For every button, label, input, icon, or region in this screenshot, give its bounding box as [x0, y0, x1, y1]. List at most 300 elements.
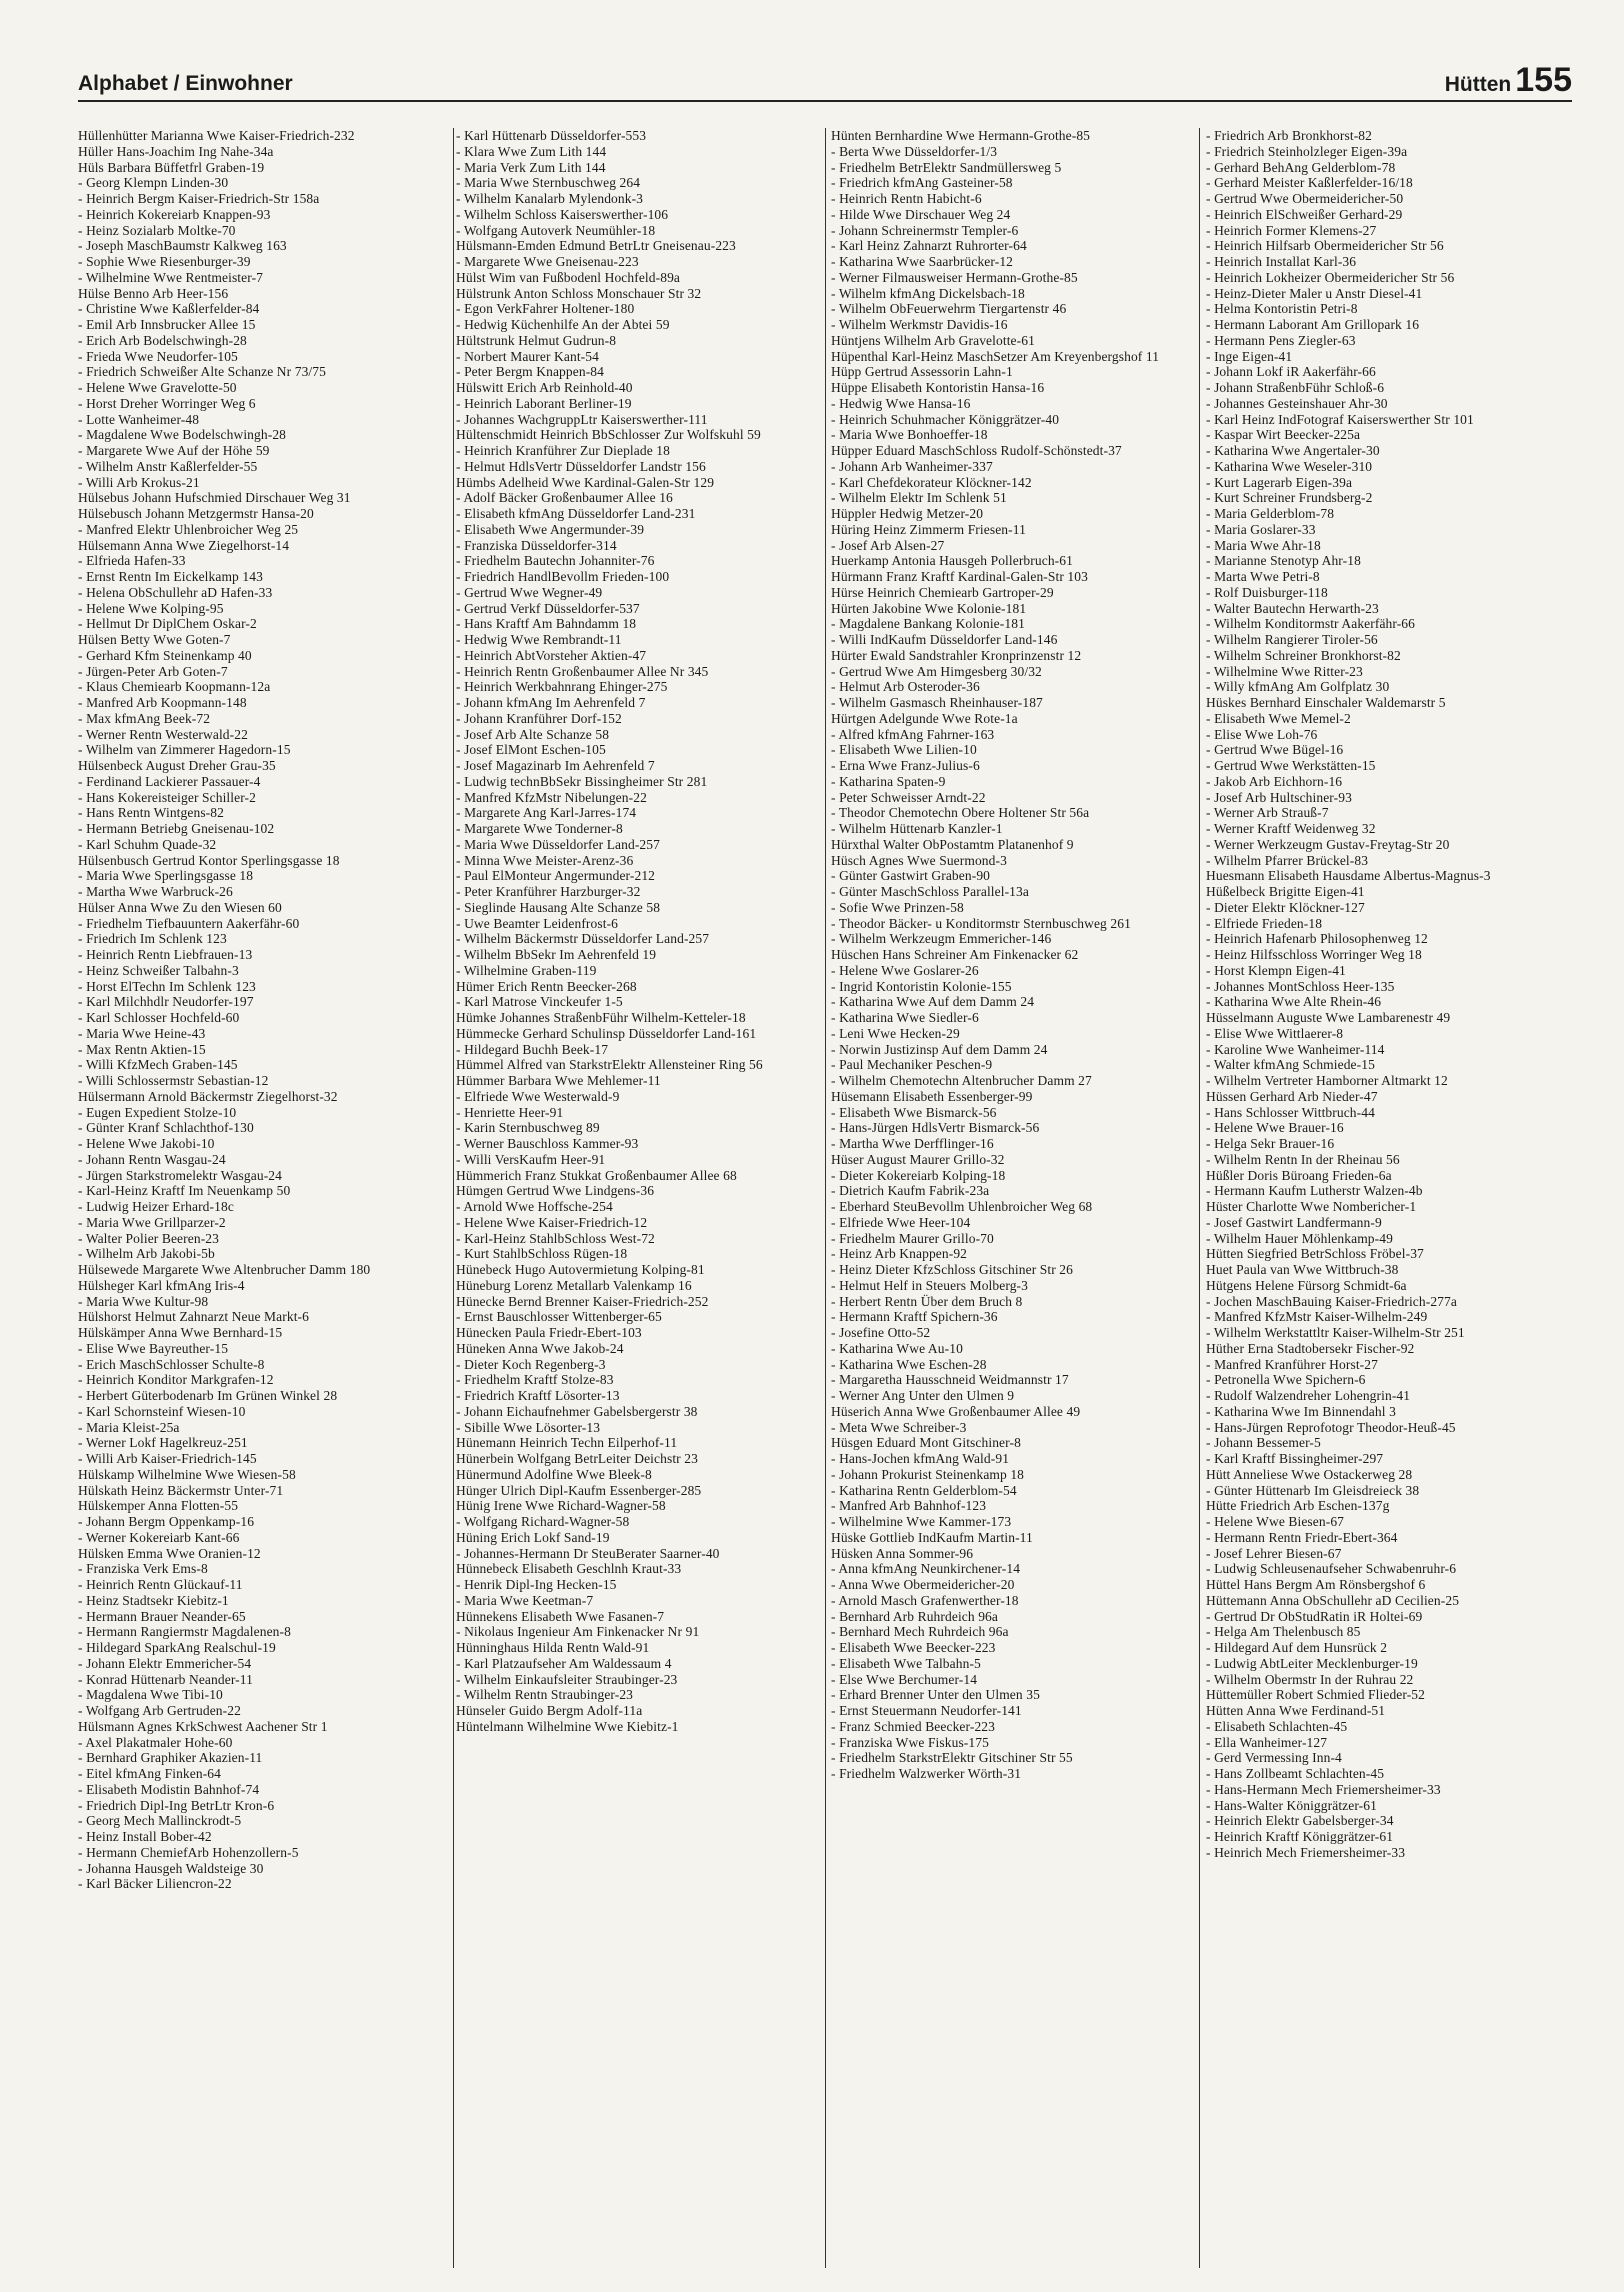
directory-entry: Huerkamp Antonia Hausgeh Pollerbruch-61 [831, 553, 1073, 569]
directory-entry: - Eberhard SteuBevollm Uhlenbroicher Weg 68 [831, 1199, 1093, 1214]
directory-entry: Hütt Anneliese Wwe Ostackerweg 28 [1206, 1466, 1413, 1482]
directory-entry: - Helene Wwe Kolping-95 [78, 600, 224, 616]
directory-entry: - Johann Bergm Oppenkamp-16 [78, 1514, 255, 1529]
directory-entry: - Heinrich Kokereiarb Knappen-93 [78, 206, 271, 222]
directory-entry: - Elisabeth Wwe Bismarck-56 [831, 1104, 997, 1120]
directory-entry: - Konrad Hüttenarb Neander-11 [78, 1671, 253, 1687]
directory-entry: - Wilhelmine Wwe Rentmeister-7 [78, 269, 264, 285]
directory-entry: - Jochen MaschBauing Kaiser-Friedrich-277a [1206, 1293, 1457, 1309]
guide-word: Hütten [1444, 73, 1512, 96]
directory-entry: Hünnebeck Elisabeth Geschlnh Kraut-33 [456, 1561, 682, 1577]
directory-entry: - Frieda Wwe Neudorfer-105 [78, 348, 238, 364]
directory-entry: - Helene Wwe Biesen-67 [1206, 1514, 1345, 1529]
directory-entry: - Horst Klempn Eigen-41 [1206, 962, 1346, 978]
directory-entry: - Johannes-Hermann Dr SteuBerater Saarner-40 [456, 1545, 720, 1561]
directory-entry: - Wilhelm Chemotechn Altenbrucher Damm 27 [831, 1073, 1092, 1088]
directory-entry: - Heinrich Hilfsarb Obermeidericher Str 56 [1206, 238, 1444, 254]
directory-entry: - Eugen Expedient Stolze-10 [78, 1104, 237, 1120]
directory-entry: - Heinz Hilfsschloss Worringer Weg 18 [1206, 947, 1422, 962]
directory-entry: Hüneken Anna Wwe Jakob-24 [456, 1340, 624, 1356]
directory-entry: Hünnekens Elisabeth Wwe Fasanen-7 [456, 1608, 665, 1624]
directory-entry: - Johanna Hausgeh Waldsteige 30 [78, 1860, 264, 1876]
directory-entry: - Johann Rentn Wasgau-24 [78, 1151, 226, 1167]
directory-entry: - Wilhelm Werkmstr Davidis-16 [831, 317, 1008, 332]
directory-entry: - Elfriede Wwe Westerwald-9 [456, 1088, 620, 1104]
directory-entry: - Magdalene Wwe Bodelschwingh-28 [78, 427, 287, 443]
directory-entry: - Friedrich Kraftf Lösorter-13 [456, 1388, 620, 1403]
directory-entry: Hülshorst Helmut Zahnarzt Neue Markt-6 [78, 1309, 309, 1325]
directory-entry: - Rudolf Walzendreher Lohengrin-41 [1206, 1388, 1411, 1403]
directory-entry: - Hermann Rangiermstr Magdalenen-8 [78, 1624, 291, 1640]
directory-entry: - Willi Schlossermstr Sebastian-12 [78, 1073, 269, 1088]
directory-entry: Hülskämper Anna Wwe Bernhard-15 [78, 1325, 283, 1340]
directory-entry: Huet Paula van Wwe Wittbruch-38 [1206, 1262, 1399, 1277]
directory-entry: - Sophie Wwe Riesenburger-39 [78, 254, 251, 269]
directory-entry: Hüßelbeck Brigitte Eigen-41 [1206, 884, 1365, 899]
directory-entry: - Hildegard Auf dem Hunsrück 2 [1206, 1640, 1388, 1655]
directory-entry: - Willi VersKaufm Heer-91 [456, 1151, 606, 1167]
directory-entry: - Sofie Wwe Prinzen-58 [831, 899, 964, 915]
directory-entry: - Maria Wwe Sternbuschweg 264 [456, 175, 641, 191]
directory-entry: - Josef ElMont Eschen-105 [456, 742, 606, 758]
directory-entry: - Ludwig Schleusenaufseher Schwabenruhr-6 [1206, 1561, 1457, 1577]
directory-entry: - Maria Wwe Bonhoeffer-18 [831, 427, 988, 443]
directory-entry: - Wilhelmine Wwe Kammer-173 [831, 1514, 1012, 1529]
directory-entry: - Heinrich Rentn Großenbaumer Allee Nr 345 [456, 663, 709, 679]
directory-entry: - Karl Heinz IndFotograf Kaiserswerther Str 101 [1206, 411, 1474, 427]
directory-entry: - Manfred Arb Bahnhof-123 [831, 1498, 987, 1514]
directory-entry: - Heinrich Rentn Habicht-6 [831, 191, 982, 206]
directory-entry: - Katharina Spaten-9 [831, 773, 946, 789]
directory-entry: Hülskamp Wilhelmine Wwe Wiesen-58 [78, 1466, 296, 1482]
directory-entry: - Werner Kraftf Weidenweg 32 [1206, 821, 1376, 836]
directory-entry: - Heinrich Installat Karl-36 [1206, 254, 1357, 269]
directory-entry: - Günter Kranf Schlachthof-130 [78, 1120, 254, 1136]
directory-entry: - Franziska Düsseldorfer-314 [456, 537, 617, 553]
directory-entry: - Gertrud Wwe Am Himgesberg 30/32 [831, 663, 1042, 679]
directory-entry: Hüttel Hans Bergm Am Rönsbergshof 6 [1206, 1577, 1426, 1592]
directory-entry: - Katharina Wwe Au-10 [831, 1340, 963, 1356]
directory-entry: - Johann Prokurist Steinenkamp 18 [831, 1466, 1025, 1482]
directory-entry: - Josef Gastwirt Landfermann-9 [1206, 1214, 1382, 1230]
directory-entry: - Gertrud Wwe Wegner-49 [456, 584, 603, 600]
directory-entry: - Maria Wwe Ahr-18 [1206, 537, 1321, 553]
directory-entry: - Kaspar Wirt Beecker-225a [1206, 427, 1361, 443]
directory-entry: Hüßler Doris Büroang Frieden-6a [1206, 1167, 1392, 1183]
directory-entry: - Ludwig Heizer Erhard-18c [78, 1199, 234, 1214]
directory-entry: - Heinrich ElSchweißer Gerhard-29 [1206, 206, 1403, 222]
directory-entry: Hüntjens Wilhelm Arb Gravelotte-61 [831, 332, 1035, 348]
directory-entry: Hümmer Barbara Wwe Mehlemer-11 [456, 1073, 661, 1088]
directory-entry: Hünerbein Wolfgang BetrLeiter Deichstr 23 [456, 1451, 698, 1466]
directory-entry: - Günter Gastwirt Graben-90 [831, 868, 991, 884]
directory-entry: - Johannes Gesteinshauer Ahr-30 [1206, 395, 1388, 411]
directory-entry: Hülstrunk Anton Schloss Monschauer Str 32 [456, 285, 702, 301]
directory-entry: - Helma Kontoristin Petri-8 [1206, 301, 1358, 317]
header-rule [78, 100, 1572, 102]
directory-entry: - Paul Mechaniker Peschen-9 [831, 1057, 993, 1073]
directory-entry: Hütte Friedrich Arb Eschen-137g [1206, 1498, 1390, 1514]
directory-entry: - Karl Matrose Vinckeufer 1-5 [456, 994, 623, 1010]
directory-entry: - Karl Milchhdlr Neudorfer-197 [78, 994, 254, 1010]
directory-entry: - Elisabeth Wwe Memel-2 [1206, 710, 1351, 726]
directory-entry: Hüttemüller Robert Schmied Flieder-52 [1206, 1687, 1426, 1703]
directory-entry: - Hermann Laborant Am Grillopark 16 [1206, 317, 1420, 332]
directory-entry: - Maria Wwe Grillparzer-2 [78, 1214, 226, 1230]
directory-entry: - Manfred Elektr Uhlenbroicher Weg 25 [78, 521, 299, 537]
directory-entry: - Elisabeth Wwe Lilien-10 [831, 742, 977, 758]
directory-entry: - Johann Kranführer Dorf-152 [456, 710, 622, 726]
directory-entry: - Wilhelm Schloss Kaiserswerther-106 [456, 206, 669, 222]
directory-entry: - Heinz Install Bober-42 [78, 1829, 212, 1844]
directory-entry: - Margarete Ang Karl-Jarres-174 [456, 805, 637, 821]
directory-entry: - Helena ObSchullehr aD Hafen-33 [78, 584, 273, 600]
directory-entry: - Katharina Wwe Siedler-6 [831, 1010, 979, 1025]
directory-entry: - Karl Platzaufseher Am Waldessaum 4 [456, 1655, 672, 1671]
directory-entry: - Wilhelm Werkzeugm Emmericher-146 [831, 931, 1052, 947]
directory-entry: - Peter Bergm Knappen-84 [456, 364, 604, 380]
directory-entry: - Martha Wwe Derfflinger-16 [831, 1136, 994, 1151]
directory-entry: - Maria Wwe Heine-43 [78, 1025, 206, 1041]
directory-entry: - Peter Schweisser Arndt-22 [831, 789, 986, 805]
directory-entry: - Johannes WachgruppLtr Kaiserswerther-111 [456, 411, 708, 427]
directory-entry: - Werner Kokereiarb Kant-66 [78, 1529, 240, 1545]
directory-entry: - Maria Wwe Kultur-98 [78, 1293, 209, 1309]
directory-entry: Hüntelmann Wilhelmine Wwe Kiebitz-1 [456, 1718, 679, 1734]
directory-entry: - Friedhelm BetrElektr Sandmüllersweg 5 [831, 159, 1062, 175]
directory-entry: - Gertrud Wwe Bügel-16 [1206, 742, 1344, 758]
directory-entry: - Paul ElMonteur Angermunder-212 [456, 868, 656, 884]
directory-entry: - Wilhelm Hüttenarb Kanzler-1 [831, 821, 1003, 836]
directory-entry: - Hermann Kraftf Spichern-36 [831, 1309, 998, 1325]
directory-entry: - Max Rentn Aktien-15 [78, 1041, 206, 1057]
directory-entry: - Heinrich Elektr Gabelsberger-34 [1206, 1813, 1394, 1829]
directory-entry: - Katharina Wwe Weseler-310 [1206, 458, 1373, 474]
directory-entry: - Katharina Wwe Auf dem Damm 24 [831, 994, 1035, 1010]
directory-entry: - Heinz Sozialarb Moltke-70 [78, 222, 236, 238]
directory-entry: - Gerhard Meister Kaßlerfelder-16/18 [1206, 175, 1413, 191]
directory-entry: - Alfred kfmAng Fahrner-163 [831, 726, 995, 742]
directory-entry: - Else Wwe Berchumer-14 [831, 1671, 978, 1687]
directory-entry: Hüppler Hedwig Metzer-20 [831, 506, 984, 521]
directory-entry: - Emil Arb Innsbrucker Allee 15 [78, 317, 256, 332]
directory-entry: - Margaretha Hausschneid Weidmannstr 17 [831, 1372, 1069, 1388]
directory-entry: Hünten Bernhardine Wwe Hermann-Grothe-85 [831, 128, 1091, 143]
directory-entry: - Heinrich Former Klemens-27 [1206, 222, 1377, 238]
directory-entry: - Margarete Wwe Gneisenau-223 [456, 254, 639, 269]
directory-entry: - Maria Wwe Sperlingsgasse 18 [78, 868, 254, 884]
directory-entry: - Margarete Wwe Auf der Höhe 59 [78, 443, 270, 458]
directory-entry: - Walter Polier Beeren-23 [78, 1230, 219, 1246]
directory-entry: - Axel Plakatmaler Hohe-60 [78, 1734, 233, 1750]
directory-entry: - Manfred Arb Koopmann-148 [78, 695, 247, 710]
directory-entry: Hünemann Heinrich Techn Eilperhof-11 [456, 1435, 678, 1451]
directory-entry: - Hermann Rentn Friedr-Ebert-364 [1206, 1529, 1398, 1545]
directory-entry: - Heinrich Konditor Markgrafen-12 [78, 1372, 274, 1388]
directory-entry: - Jürgen-Peter Arb Goten-7 [78, 663, 228, 679]
directory-entry: - Henrik Dipl-Ing Hecken-15 [456, 1577, 617, 1592]
directory-entry: - Katharina Wwe Saarbrücker-12 [831, 254, 1014, 269]
directory-entry: - Heinz-Dieter Maler u Anstr Diesel-41 [1206, 285, 1423, 301]
directory-entry: - Elfriede Frieden-18 [1206, 915, 1323, 931]
directory-entry: - Willi IndKaufm Düsseldorfer Land-146 [831, 632, 1058, 647]
directory-entry: - Johann Bessemer-5 [1206, 1435, 1321, 1451]
directory-entry: - Anna Wwe Obermeidericher-20 [831, 1577, 1015, 1592]
directory-entry: - Hildegard Buchh Beek-17 [456, 1041, 609, 1057]
directory-entry: Hüster Charlotte Wwe Nombericher-1 [1206, 1199, 1417, 1214]
directory-entry: - Herbert Güterbodenarb Im Grünen Winkel 28 [78, 1388, 338, 1403]
directory-entry: - Dietrich Kaufm Fabrik-23a [831, 1183, 990, 1199]
directory-entry: - Werner Bauschloss Kammer-93 [456, 1136, 639, 1151]
directory-entry: - Ernst Steuermann Neudorfer-141 [831, 1703, 1022, 1718]
directory-entry: Hürter Ewald Sandstrahler Kronprinzenstr 12 [831, 647, 1082, 663]
directory-entry: Hürten Jakobine Wwe Kolonie-181 [831, 600, 1027, 616]
directory-entry: - Wilhelmine Wwe Ritter-23 [1206, 663, 1363, 679]
directory-entry: Hünig Irene Wwe Richard-Wagner-58 [456, 1498, 666, 1514]
directory-entry: Hünseler Guido Bergm Adolf-11a [456, 1703, 643, 1718]
directory-entry: - Helene Wwe Goslarer-26 [831, 962, 979, 978]
directory-entry: Hüske Gottlieb IndKaufm Martin-11 [831, 1529, 1033, 1545]
directory-entry: - Egon VerkFahrer Holtener-180 [456, 301, 635, 317]
directory-entry: - Wilhelm Vertreter Hamborner Altmarkt 12 [1206, 1073, 1448, 1088]
directory-entry: - Hans Schlosser Wittbruch-44 [1206, 1104, 1375, 1120]
directory-entry: - Wilhelm Einkaufsleiter Straubinger-23 [456, 1671, 678, 1687]
directory-entry: Hüls Barbara Büffetfrl Graben-19 [78, 159, 265, 175]
directory-entry: - Hans Kraftf Am Bahndamm 18 [456, 616, 637, 632]
directory-entry: - Sieglinde Hausang Alte Schanze 58 [456, 899, 661, 915]
directory-entry: Hünebeck Hugo Autovermietung Kolping-81 [456, 1262, 705, 1277]
directory-entry: - Karl Kraftf Bissingheimer-297 [1206, 1451, 1384, 1466]
directory-entry: - Hedwig Wwe Hansa-16 [831, 395, 971, 411]
directory-entry: - Christine Wwe Kaßlerfelder-84 [78, 301, 260, 317]
directory-entry: Hümmerich Franz Stukkat Großenbaumer Allee 68 [456, 1167, 737, 1183]
directory-entry: - Lotte Wanheimer-48 [78, 411, 200, 427]
directory-entry: - Arnold Wwe Hoffsche-254 [456, 1199, 613, 1214]
directory-entry: - Hellmut Dr DiplChem Oskar-2 [78, 616, 257, 632]
directory-entry: Hülsmann Agnes KrkSchwest Aachener Str 1 [78, 1718, 328, 1734]
directory-entry: - Katharina Wwe Im Binnendahl 3 [1206, 1403, 1396, 1419]
directory-entry: - Johann Elektr Emmericher-54 [78, 1655, 252, 1671]
directory-entry: Hünecken Paula Friedr-Ebert-103 [456, 1325, 642, 1340]
directory-entry: - Heinz Dieter KfzSchloss Gitschiner Str 26 [831, 1262, 1073, 1277]
directory-entry: Hülsen Betty Wwe Goten-7 [78, 632, 231, 647]
directory-entry: - Theodor Chemotechn Obere Holtener Str 56a [831, 805, 1090, 821]
directory-entry: - Karl Schlosser Hochfeld-60 [78, 1010, 240, 1025]
directory-entry: - Wolfgang Arb Gertruden-22 [78, 1703, 241, 1718]
directory-entry: Hülskemper Anna Flotten-55 [78, 1498, 239, 1514]
directory-entry: - Sibille Wwe Lösorter-13 [456, 1419, 601, 1435]
directory-entry: - Helga Am Thelenbusch 85 [1206, 1624, 1361, 1640]
directory-entry: - Elise Wwe Loh-76 [1206, 726, 1318, 742]
directory-entry: - Elisabeth Wwe Talbahn-5 [831, 1655, 981, 1671]
directory-entry: Hütten Siegfried BetrSchloss Fröbel-37 [1206, 1246, 1424, 1262]
directory-entry: Hülsemann Anna Wwe Ziegelhorst-14 [78, 537, 290, 553]
directory-entry: - Heinrich Schuhmacher Königgrätzer-40 [831, 411, 1060, 427]
directory-entry: - Norwin Justizinsp Auf dem Damm 24 [831, 1041, 1048, 1057]
directory-entry: - Erich Arb Bodelschwingh-28 [78, 332, 247, 348]
directory-entry: - Gertrud Verkf Düsseldorfer-537 [456, 600, 640, 616]
directory-entry: - Elisabeth Schlachten-45 [1206, 1718, 1348, 1734]
directory-entry: - Nikolaus Ingenieur Am Finkenacker Nr 91 [456, 1624, 700, 1640]
directory-entry: Hümgen Gertrud Wwe Lindgens-36 [456, 1183, 655, 1199]
directory-entry: Hüserich Anna Wwe Großenbaumer Allee 49 [831, 1403, 1081, 1419]
directory-entry: - Hans-Jochen kfmAng Wald-91 [831, 1451, 1010, 1466]
directory-entry: - Wilhelm BbSekr Im Aehrenfeld 19 [456, 947, 657, 962]
directory-entry: - Gertrud Wwe Obermeidericher-50 [1206, 191, 1404, 206]
directory-entry: Hüppe Elisabeth Kontoristin Hansa-16 [831, 380, 1045, 395]
directory-entry: - Ernst Bauschlosser Wittenberger-65 [456, 1309, 662, 1325]
directory-entry: - Maria Wwe Keetman-7 [456, 1592, 594, 1608]
directory-entry: - Wilhelm Anstr Kaßlerfelder-55 [78, 458, 258, 474]
directory-entry: - Heinrich Kranführer Zur Dieplade 18 [456, 443, 670, 458]
directory-entry: - Willi Arb Krokus-21 [78, 474, 200, 490]
directory-entry: - Wilhelm van Zimmerer Hagedorn-15 [78, 742, 291, 758]
directory-entry: - Friedrich Arb Bronkhorst-82 [1206, 128, 1373, 143]
directory-entry: Hümmel Alfred van StarkstrElektr Allensteiner Ring 56 [456, 1057, 763, 1073]
directory-entry: Hütgens Helene Fürsorg Schmidt-6a [1206, 1277, 1407, 1293]
directory-entry: Hüschen Hans Schreiner Am Finkenacker 62 [831, 947, 1079, 962]
directory-entry: - Max kfmAng Beek-72 [78, 710, 211, 726]
directory-entry: - Magdalena Wwe Tibi-10 [78, 1687, 223, 1703]
directory-entry: - Johann kfmAng Im Aehrenfeld 7 [456, 695, 646, 710]
directory-entry: - Friedhelm Walzwerker Wörth-31 [831, 1766, 1022, 1781]
directory-entry: Hüsken Anna Sommer-96 [831, 1545, 974, 1561]
directory-entry: Hüpper Eduard MaschSchloss Rudolf-Schönstedt-37 [831, 443, 1122, 458]
directory-entry: - Peter Kranführer Harzburger-32 [456, 884, 641, 899]
directory-entry: - Marta Wwe Petri-8 [1206, 569, 1320, 584]
directory-entry: - Gerhard Kfm Steinenkamp 40 [78, 647, 252, 663]
directory-entry: Hülswitt Erich Arb Reinhold-40 [456, 380, 633, 395]
directory-entry: - Willy kfmAng Am Golfplatz 30 [1206, 679, 1390, 695]
directory-entry: - Inge Eigen-41 [1206, 348, 1293, 364]
directory-entry: - Wilhelm Pfarrer Brückel-83 [1206, 852, 1369, 868]
directory-entry: - Werner Lokf Hagelkreuz-251 [78, 1435, 248, 1451]
directory-entry: - Elisabeth Wwe Beecker-223 [831, 1640, 996, 1655]
directory-entry: - Katharina Wwe Alte Rhein-46 [1206, 994, 1382, 1010]
directory-entry: - Franz Schmied Beecker-223 [831, 1718, 995, 1734]
directory-entry: Hülsebusch Johann Metzgermstr Hansa-20 [78, 506, 314, 521]
directory-entry: - Friedrich Dipl-Ing BetrLtr Kron-6 [78, 1797, 275, 1813]
running-head [1445, 61, 1572, 100]
directory-entry: Hümmecke Gerhard Schulinsp Düsseldorfer Land-161 [456, 1025, 757, 1041]
directory-entry: - Walter kfmAng Schmiede-15 [1206, 1057, 1375, 1073]
directory-entry: Hüpp Gertrud Assessorin Lahn-1 [831, 364, 1013, 380]
directory-entry: Hülsenbeck August Dreher Grau-35 [78, 758, 276, 773]
directory-entry: - Gerhard BehAng Gelderblom-78 [1206, 159, 1396, 175]
directory-entry: - Klaus Chemiearb Koopmann-12a [78, 679, 271, 695]
directory-entry: - Wilhelm Kanalarb Mylendonk-3 [456, 191, 644, 206]
directory-entry: - Helene Wwe Jakobi-10 [78, 1136, 215, 1151]
directory-entry: - Johann Eichaufnehmer Gabelsbergerstr 38 [456, 1403, 698, 1419]
directory-entry: Hümke Johannes StraßenbFühr Wilhelm-Ketteler-18 [456, 1010, 746, 1025]
directory-entry: - Erna Wwe Franz-Julius-6 [831, 758, 980, 773]
directory-entry: - Horst Dreher Worringer Weg 6 [78, 395, 256, 411]
directory-entry: - Karl-Heinz StahlbSchloss West-72 [456, 1230, 655, 1246]
directory-entry: Hülsebus Johann Hufschmied Dirschauer Weg 31 [78, 490, 351, 506]
directory-entry: - Karl Bäcker Liliencron-22 [78, 1876, 232, 1892]
directory-entry: - Wilhelm Werkstattltr Kaiser-Wilhelm-Str 251 [1206, 1325, 1465, 1340]
directory-entry: Hülser Anna Wwe Zu den Wiesen 60 [78, 899, 282, 915]
directory-entry: - Rolf Duisburger-118 [1206, 584, 1328, 600]
directory-entry: - Hildegard SparkAng Realschul-19 [78, 1640, 276, 1655]
directory-entry: Hülskath Heinz Bäckermstr Unter-71 [78, 1482, 284, 1498]
directory-entry: Hüsemann Elisabeth Essenberger-99 [831, 1088, 1033, 1104]
directory-entry: - Bernhard Mech Ruhrdeich 96a [831, 1624, 1009, 1640]
directory-entry: - Wilhelm Hauer Möhlenkamp-49 [1206, 1230, 1393, 1246]
directory-entry: - Marianne Stenotyp Ahr-18 [1206, 553, 1361, 569]
directory-entry: - Franziska Wwe Fiskus-175 [831, 1734, 989, 1750]
directory-entry: - Karl-Heinz Kraftf Im Neuenkamp 50 [78, 1183, 291, 1199]
directory-entry: - Gerd Vermessing Inn-4 [1206, 1750, 1342, 1766]
directory-entry: - Kurt Lagerarb Eigen-39a [1206, 474, 1353, 490]
directory-column-1 [78, 128, 444, 2268]
directory-entry: Hüring Heinz Zimmerm Friesen-11 [831, 521, 1026, 537]
directory-entry: Hüning Erich Lokf Sand-19 [456, 1529, 610, 1545]
directory-entry: - Heinrich Lokheizer Obermeidericher Str 56 [1206, 269, 1455, 285]
directory-entry: - Karl Schornsteinf Wiesen-10 [78, 1403, 246, 1419]
directory-entry: - Karin Sternbuschweg 89 [456, 1120, 600, 1136]
directory-entry: - Hermann Pens Ziegler-63 [1206, 332, 1356, 348]
directory-entry: - Johannes MontSchloss Heer-135 [1206, 978, 1395, 994]
directory-entry: - Gertrud Dr ObStudRatin iR Holtei-69 [1206, 1608, 1423, 1624]
directory-entry: - Wilhelm Elektr Im Schlenk 51 [831, 490, 1007, 506]
directory-entry: - Ludwig AbtLeiter Mecklenburger-19 [1206, 1655, 1418, 1671]
directory-entry: - Manfred KfzMstr Nibelungen-22 [456, 789, 647, 805]
directory-entry: - Erich MaschSchlosser Schulte-8 [78, 1356, 265, 1372]
directory-entry: - Ella Wanheimer-127 [1206, 1734, 1328, 1750]
directory-columns [78, 128, 1572, 2268]
directory-entry: Hüther Erna Stadtobersekr Fischer-92 [1206, 1340, 1415, 1356]
directory-entry: - Josef Magazinarb Im Aehrenfeld 7 [456, 758, 655, 773]
directory-entry: - Elfriede Wwe Heer-104 [831, 1214, 971, 1230]
directory-entry: - Jakob Arb Eichhorn-16 [1206, 773, 1343, 789]
directory-column-2 [456, 128, 822, 2268]
directory-entry: - Leni Wwe Hecken-29 [831, 1025, 960, 1041]
directory-entry: - Henriette Heer-91 [456, 1104, 564, 1120]
directory-entry: - Arnold Masch Grafenwerther-18 [831, 1592, 1019, 1608]
directory-entry: Hüttemann Anna ObSchullehr aD Cecilien-25 [1206, 1592, 1460, 1608]
directory-entry: Hünninghaus Hilda Rentn Wald-91 [456, 1640, 650, 1655]
directory-entry: - Josef Arb Hultschiner-93 [1206, 789, 1352, 805]
directory-entry: - Werner Arb Strauß-7 [1206, 805, 1329, 821]
directory-entry: - Heinrich AbtVorsteher Aktien-47 [456, 647, 647, 663]
directory-entry: Hüpenthal Karl-Heinz MaschSetzer Am Kreyenbergshof 11 [831, 348, 1160, 364]
directory-entry: - Wolfgang Richard-Wagner-58 [456, 1514, 630, 1529]
directory-entry: - Meta Wwe Schreiber-3 [831, 1419, 967, 1435]
directory-entry: - Johann Schreinermstr Templer-6 [831, 222, 1019, 238]
directory-entry: Hümbs Adelheid Wwe Kardinal-Galen-Str 129 [456, 474, 715, 490]
directory-entry: - Elise Wwe Bayreuther-15 [78, 1340, 229, 1356]
directory-entry: Hüssen Gerhard Arb Nieder-47 [1206, 1088, 1378, 1104]
directory-entry: - Hans-Walter Königgrätzer-61 [1206, 1797, 1377, 1813]
directory-entry: - Joseph MaschBaumstr Kalkweg 163 [78, 238, 287, 254]
directory-entry: - Elisabeth Modistin Bahnhof-74 [78, 1781, 260, 1797]
directory-entry: Hüsch Agnes Wwe Suermond-3 [831, 852, 1007, 868]
directory-entry: - Josefine Otto-52 [831, 1325, 931, 1340]
directory-entry: Hültenschmidt Heinrich BbSchlosser Zur Wolfskuhl 59 [456, 427, 761, 443]
directory-entry: - Willi KfzMech Graben-145 [78, 1057, 238, 1073]
directory-entry: - Karl Chefdekorateur Klöckner-142 [831, 474, 1032, 490]
directory-entry: - Walter Bautechn Herwarth-23 [1206, 600, 1379, 616]
directory-entry: - Heinrich Bergm Kaiser-Friedrich-Str 158a [78, 191, 320, 206]
directory-entry: Hünecke Bernd Brenner Kaiser-Friedrich-252 [456, 1293, 709, 1309]
directory-entry: - Manfred Kranführer Horst-27 [1206, 1356, 1378, 1372]
directory-entry: - Hermann Brauer Neander-65 [78, 1608, 246, 1624]
directory-entry: - Katharina Wwe Angertaler-30 [1206, 443, 1380, 458]
directory-entry: - Wilhelm Konditormstr Aakerfähr-66 [1206, 616, 1416, 632]
directory-entry: - Maria Gelderblom-78 [1206, 506, 1335, 521]
directory-entry: - Heinrich Rentn Glückauf-11 [78, 1577, 243, 1592]
